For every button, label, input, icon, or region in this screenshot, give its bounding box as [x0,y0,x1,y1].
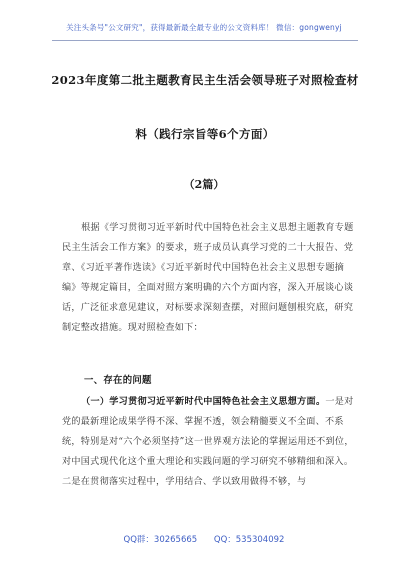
subsection-text: 一是对党的最新理论成果学得不深、掌握不透，领会精髓要义不全面、不系统，特别是对“六个必须坚持”这一世界观方法论的掌握运用还不到位，对中国式现代化这个重大理论和实践问题的学习研究不够精细和深入。二是在贯彻落实过程中，学用结合、学以致用做得不够，与 [62,397,354,487]
footer-qq: QQ：535304092 [213,535,285,545]
document-title-line-1: 2023年度第二批主题教育民主生活会领导班子对照检查材 [51,73,359,87]
header-divider [52,40,358,41]
footer-contact [0,533,408,545]
section-heading-problems: 一、存在的问题 [84,375,152,386]
subsection-heading: （一）学习贯彻习近平新时代中国特色社会主义思想方面。 [81,396,326,407]
header-banner: 关注头条号"公文研究"，获得最新最全最专业的公文资料库！ 微信：gongwenyj [66,23,342,32]
body-paragraph [62,392,354,492]
intro-paragraph: 根据《学习贯彻习近平新时代中国特色社会主义思想主题教育专题民主生活会工作方案》的要求，班子成员认真学习党的二十大报告、党章、《习近平著作选读》《习近平新时代中国特色社会主义思想专题摘编》等规定篇目，全面对照方案明确的六个方面内容，深入开展谈心谈话，广泛征求意见建议，对标要求深刻查摆，对照问题刨根究底，研究制定整改措施。现对照检查如下： [62,223,354,333]
document-title-line-2: 料（践行宗旨等6个方面） [135,127,275,141]
document-count: （2篇） [183,178,225,191]
footer-qq-group: QQ群：30265665 [123,535,198,545]
